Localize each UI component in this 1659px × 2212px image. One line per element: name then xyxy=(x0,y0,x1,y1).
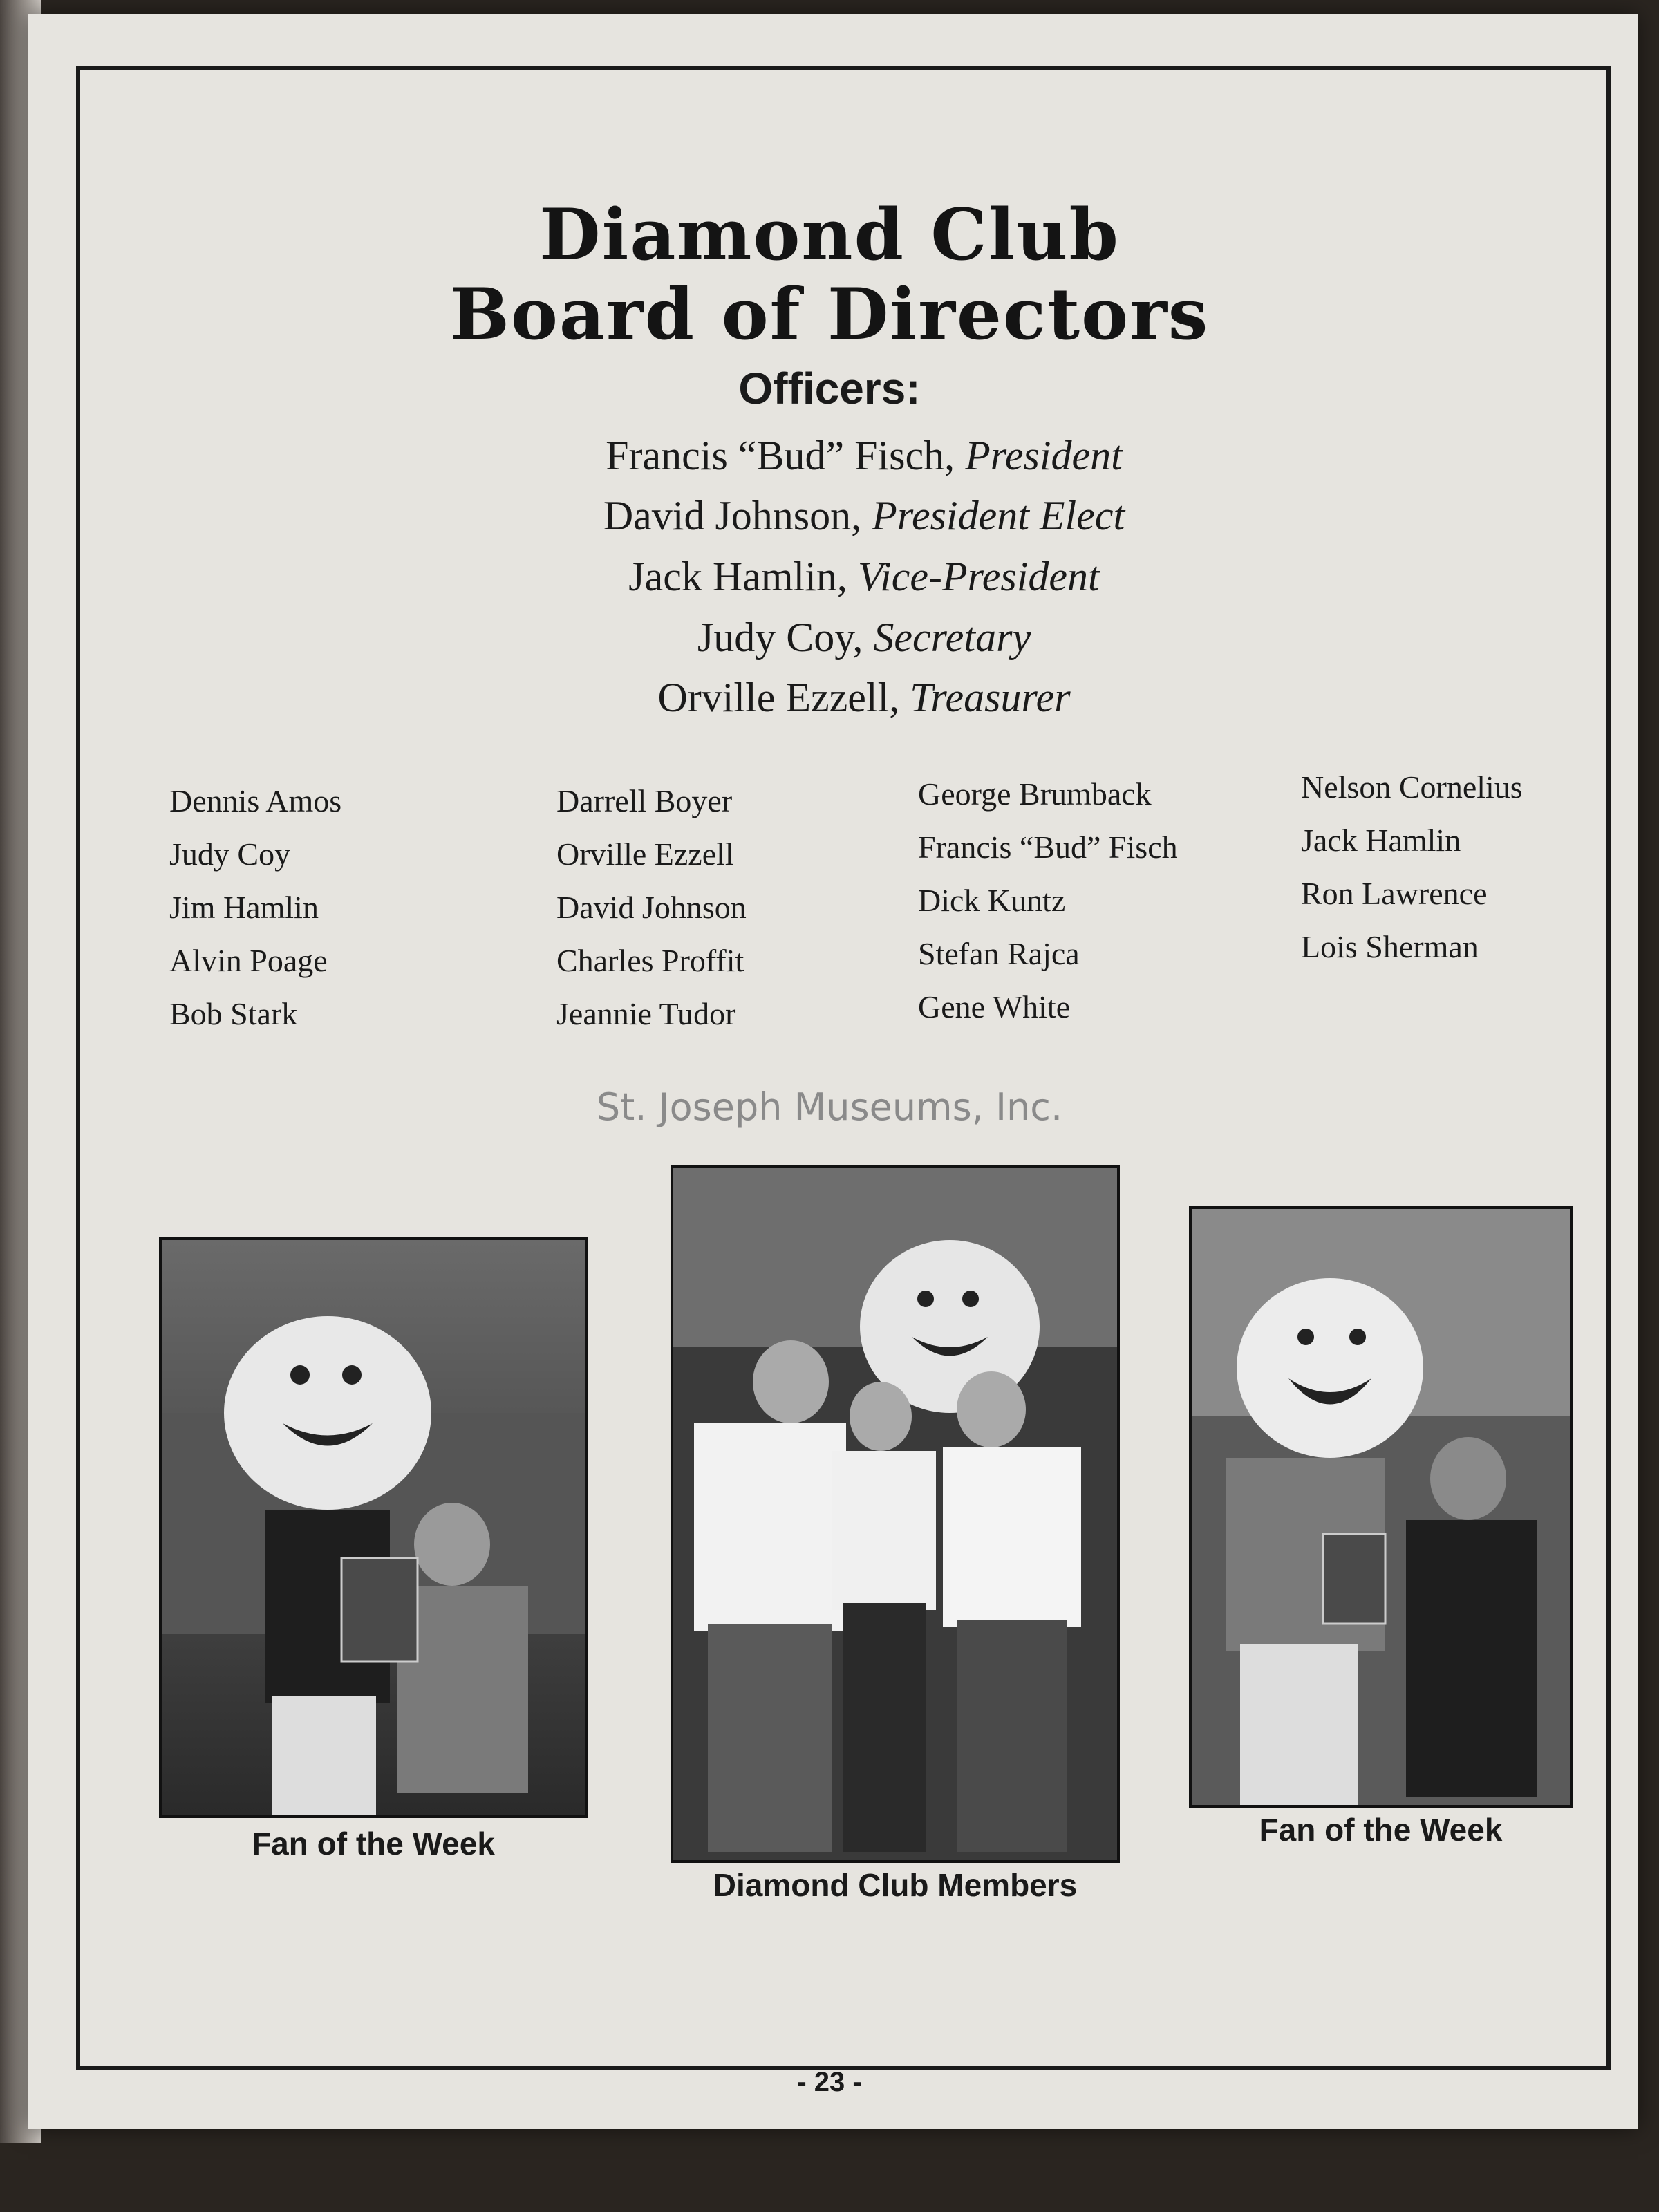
officer-role: President Elect xyxy=(872,493,1125,538)
member-name: Dennis Amos xyxy=(169,783,342,818)
officers-heading: Officers: xyxy=(738,364,921,413)
officer-role: Secretary xyxy=(873,615,1031,660)
member-name: Judy Coy xyxy=(169,836,291,872)
officer-line xyxy=(0,492,1659,540)
member-name: Jeannie Tudor xyxy=(556,996,736,1031)
photo-mascot-with-fan xyxy=(162,1240,585,1815)
officer-line xyxy=(0,553,1659,601)
member-name: David Johnson xyxy=(556,890,747,925)
officer-line xyxy=(0,674,1659,722)
member-name: Dick Kuntz xyxy=(918,883,1066,918)
officer-name: David Johnson, xyxy=(603,493,872,538)
member-name: Lois Sherman xyxy=(1301,929,1479,964)
officer-role: Treasurer xyxy=(910,675,1071,720)
member-name: Jack Hamlin xyxy=(1301,823,1461,858)
member-name: Gene White xyxy=(918,989,1071,1024)
museum-watermark: St. Joseph Museums, Inc. xyxy=(596,1085,1063,1129)
officer-line xyxy=(0,432,1659,480)
member-name: Nelson Cornelius xyxy=(1301,769,1523,805)
members-column-2 xyxy=(556,774,747,1040)
officer-name: Jack Hamlin, xyxy=(628,554,858,599)
caption-fan-of-week-left: Fan of the Week xyxy=(252,1826,495,1862)
page-number: - 23 - xyxy=(797,2067,862,2097)
members-column-3 xyxy=(918,767,1178,1033)
title-line-2: Board of Directors xyxy=(449,273,1210,356)
members-column-4 xyxy=(1301,760,1523,973)
caption-fan-of-week-right: Fan of the Week xyxy=(1259,1812,1503,1848)
officer-name: Orville Ezzell, xyxy=(657,675,910,720)
member-name: Jim Hamlin xyxy=(169,890,319,925)
member-name: Charles Proffit xyxy=(556,943,744,978)
officer-role: Vice-President xyxy=(857,554,1100,599)
member-name: Darrell Boyer xyxy=(556,783,733,818)
photo-fan-of-week-right xyxy=(1189,1206,1573,1808)
officer-name: Judy Coy, xyxy=(697,615,874,660)
officer-name: Francis “Bud” Fisch, xyxy=(606,433,966,478)
officer-role: President xyxy=(965,433,1123,478)
officer-line xyxy=(0,614,1659,662)
member-name: Francis “Bud” Fisch xyxy=(918,830,1178,865)
member-name: Bob Stark xyxy=(169,996,298,1031)
members-column-1 xyxy=(169,774,341,1040)
photo-mascot-with-fan xyxy=(1192,1209,1570,1805)
member-name: Alvin Poage xyxy=(169,943,328,978)
member-name: Ron Lawrence xyxy=(1301,876,1488,911)
member-name: Orville Ezzell xyxy=(556,836,734,872)
member-name: George Brumback xyxy=(918,776,1152,812)
photo-diamond-club-members xyxy=(671,1165,1120,1863)
caption-diamond-club-members: Diamond Club Members xyxy=(713,1867,1078,1903)
photo-fan-of-week-left xyxy=(159,1237,588,1818)
member-name: Stefan Rajca xyxy=(918,936,1080,971)
title-line-1: Diamond Club xyxy=(539,194,1120,276)
photo-members-with-mascot xyxy=(673,1168,1117,1860)
